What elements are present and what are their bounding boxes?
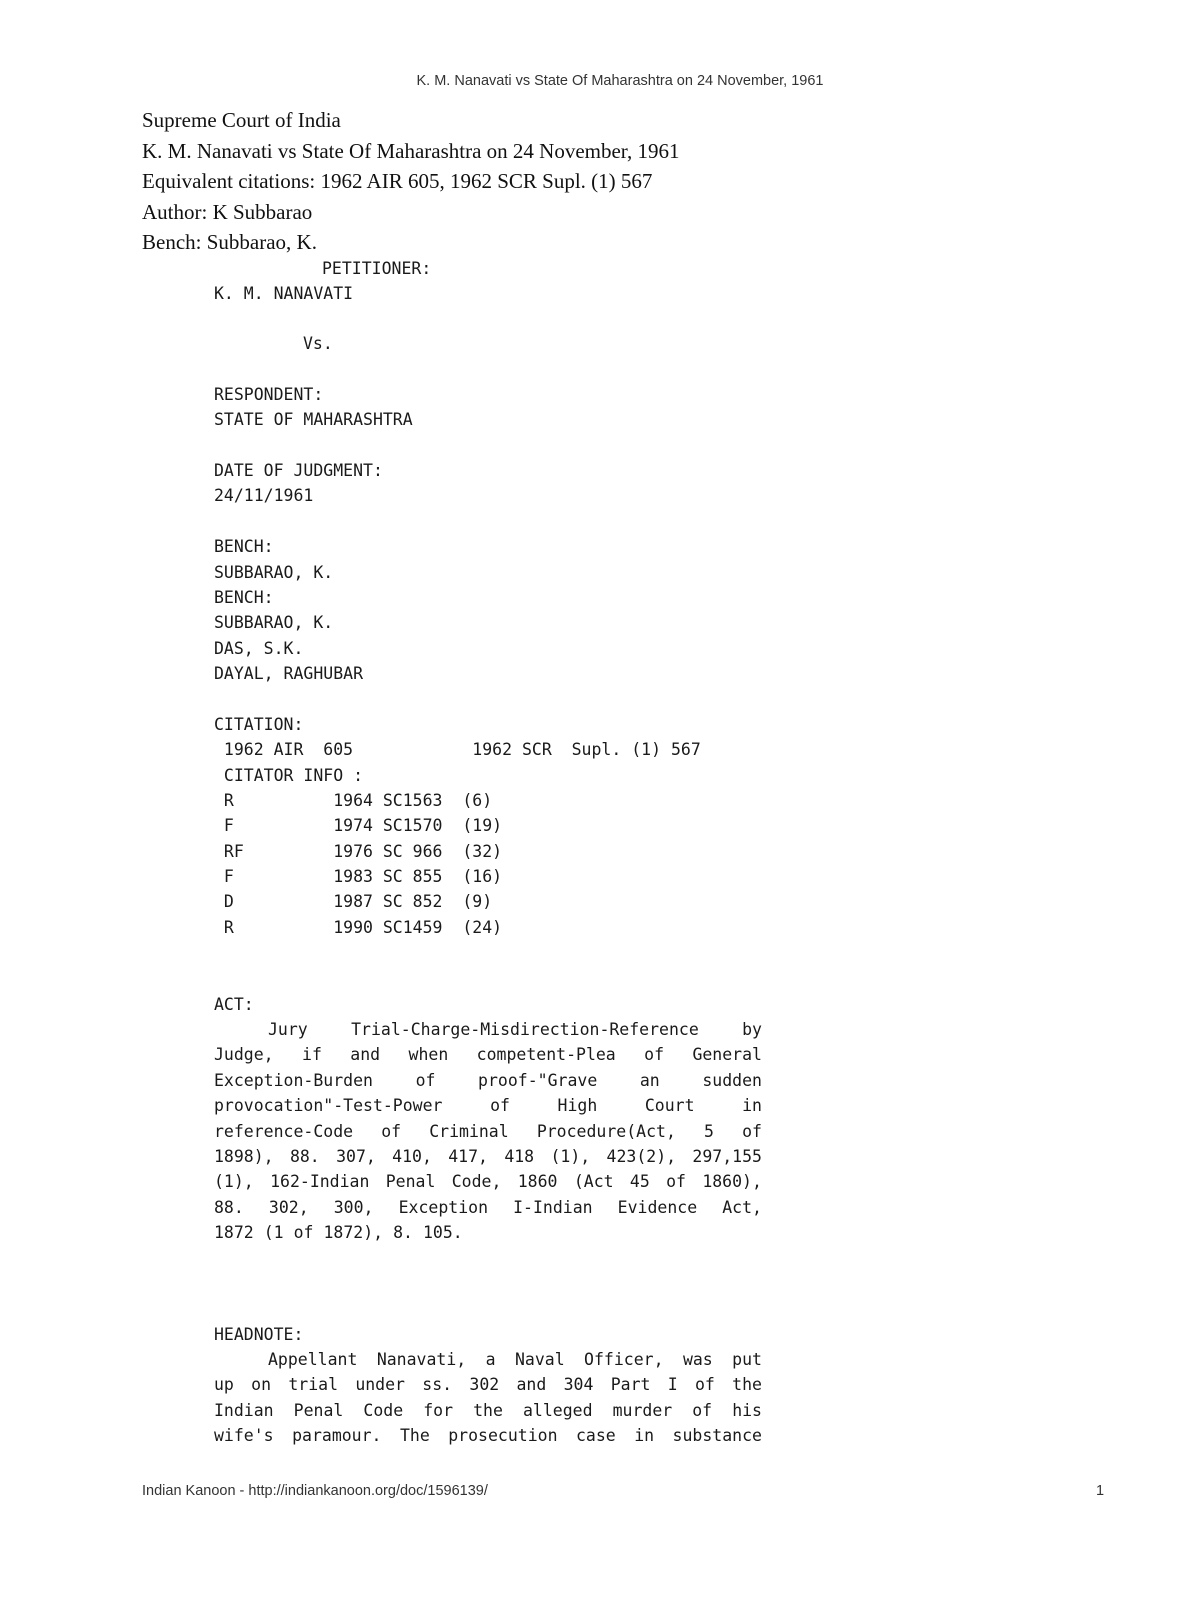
word: in <box>634 1426 655 1446</box>
word: Jury <box>268 1020 308 1039</box>
word: Evidence <box>617 1197 698 1217</box>
citator-row: F 1983 SC 855 (16) <box>214 867 503 886</box>
word: of <box>644 1045 665 1065</box>
act-text <box>214 1017 762 1246</box>
headnote-text <box>214 1347 762 1449</box>
word: 105. <box>422 1223 463 1243</box>
word: Naval <box>514 1350 565 1369</box>
word: 88. <box>214 1197 244 1217</box>
text-line <box>214 1423 762 1448</box>
word: competent-Plea <box>476 1045 616 1065</box>
word: prosecution <box>448 1426 558 1446</box>
word: 162-Indian <box>270 1172 370 1192</box>
word: 88. <box>289 1146 320 1166</box>
word: proof-"Grave <box>478 1070 598 1090</box>
word: put <box>732 1350 762 1369</box>
word: 418 <box>504 1146 535 1166</box>
word: Penal <box>293 1400 344 1420</box>
text-line <box>214 1398 762 1423</box>
word: substance <box>672 1426 762 1446</box>
word: I-Indian <box>513 1197 593 1217</box>
word: ss. <box>422 1375 453 1395</box>
word: Exception-Burden <box>214 1070 373 1090</box>
word: 1872), <box>323 1223 384 1243</box>
word: paramour. <box>292 1426 382 1446</box>
judgment-date-label: DATE OF JUDGMENT: <box>214 461 383 480</box>
page-number: 1 <box>1096 1483 1105 1499</box>
word: the <box>473 1400 503 1420</box>
word: wife's <box>214 1426 274 1446</box>
court-name: Supreme Court of India <box>142 108 341 132</box>
petitioner-label: PETITIONER: <box>322 259 432 278</box>
judgment-date-value: 24/11/1961 <box>214 486 314 505</box>
bench-label: BENCH: <box>214 588 274 607</box>
word: trial <box>288 1375 339 1395</box>
word: 8. <box>393 1223 413 1243</box>
word: when <box>408 1045 449 1065</box>
case-title: K. M. Nanavati vs State Of Maharashtra on 24 November, 1961 <box>142 138 680 163</box>
word: (1), <box>214 1172 254 1192</box>
word: 300, <box>333 1197 374 1217</box>
citator-row: RF 1976 SC 966 (32) <box>214 842 503 861</box>
word: Code <box>363 1400 404 1420</box>
word: an <box>639 1070 660 1090</box>
word: provocation"-Test-Power <box>214 1096 443 1116</box>
act-label: ACT: <box>214 995 254 1014</box>
word: of <box>415 1070 436 1090</box>
citator-info-label: CITATOR INFO : <box>214 766 364 785</box>
word: I <box>667 1375 678 1395</box>
bench-judge: DAS, S.K. <box>214 639 304 658</box>
word: Part <box>610 1375 651 1395</box>
word: 1860), <box>702 1172 762 1192</box>
word: case <box>575 1426 616 1446</box>
word: 45 <box>629 1172 650 1192</box>
word: up <box>214 1375 234 1395</box>
word: Procedure(Act, <box>536 1121 676 1141</box>
citator-row: R 1964 SC1563 (6) <box>214 791 493 810</box>
author-line: Author: K Subbarao <box>142 199 313 224</box>
word: 1872 <box>214 1223 254 1243</box>
citator-row: D 1987 SC 852 (9) <box>214 892 493 911</box>
word: General <box>692 1045 762 1065</box>
citation-label: CITATION: <box>214 715 304 734</box>
word: the <box>732 1375 762 1395</box>
bench-label: BENCH: <box>214 537 274 556</box>
bench-judge: SUBBARAO, K. <box>214 613 334 632</box>
text-line <box>214 1347 762 1372</box>
word: The <box>399 1426 430 1446</box>
word: Act, <box>722 1197 762 1217</box>
word: Criminal <box>429 1121 509 1141</box>
word: of <box>695 1375 715 1395</box>
word: Officer, <box>584 1350 664 1369</box>
citation-line: 1962 AIR 605 1962 SCR Supl. (1) 567 <box>214 740 701 759</box>
footer-source: Indian Kanoon - http://indiankanoon.org/doc/1596139/ <box>142 1483 488 1499</box>
document-meta <box>142 105 679 258</box>
text-line <box>214 1169 762 1194</box>
word: Nanavati, <box>376 1350 467 1369</box>
equivalent-citations: Equivalent citations: 1962 AIR 605, 1962 SCR Supl. (1) 567 <box>142 169 653 193</box>
word: was <box>682 1350 713 1369</box>
word: for <box>423 1400 454 1420</box>
word: of <box>490 1096 510 1116</box>
word: (1 <box>263 1223 284 1243</box>
word: of <box>692 1400 713 1420</box>
word: and <box>516 1375 547 1395</box>
word: 1860 <box>517 1172 558 1192</box>
citator-row: R 1990 SC1459 (24) <box>214 918 503 937</box>
word: High <box>557 1096 598 1116</box>
word: 1898), <box>214 1146 274 1166</box>
respondent-label: RESPONDENT: <box>214 385 324 404</box>
word: 5 <box>704 1121 714 1141</box>
word: 297,155 <box>692 1146 762 1166</box>
word: (1), <box>550 1146 591 1166</box>
word: if <box>302 1045 322 1065</box>
word: Indian <box>214 1400 274 1420</box>
word: 307, <box>336 1146 376 1166</box>
word: in <box>742 1096 762 1116</box>
word: Court <box>644 1096 695 1116</box>
word: Code, <box>451 1172 502 1192</box>
text-line <box>214 1220 762 1245</box>
bench-judge: SUBBARAO, K. <box>214 563 334 582</box>
word: of <box>666 1172 686 1192</box>
word: 302 <box>469 1375 500 1395</box>
word: Judge, <box>214 1045 274 1065</box>
word: of <box>381 1121 402 1141</box>
word: Trial-Charge-Misdirection-Reference <box>351 1020 699 1039</box>
word: of <box>742 1121 762 1141</box>
text-line <box>214 1144 762 1169</box>
word: of <box>293 1223 314 1243</box>
word: on <box>251 1375 272 1395</box>
word: by <box>742 1020 762 1039</box>
word: sudden <box>702 1070 762 1090</box>
text-line <box>214 1119 762 1144</box>
word: 410, <box>392 1146 432 1166</box>
citator-row: F 1974 SC1570 (19) <box>214 816 503 835</box>
text-line <box>214 1068 762 1093</box>
word: under <box>355 1375 405 1395</box>
running-header: K. M. Nanavati vs State Of Maharashtra on 24 November, 1961 <box>416 73 824 89</box>
word: murder <box>612 1400 673 1420</box>
versus-text: Vs. <box>303 334 333 353</box>
bench-line: Bench: Subbarao, K. <box>142 230 317 254</box>
word: alleged <box>522 1400 593 1420</box>
text-line <box>214 1093 762 1118</box>
word: reference-Code <box>214 1121 354 1141</box>
text-line <box>214 1042 762 1067</box>
word: 417, <box>448 1146 488 1166</box>
text-line <box>214 1195 762 1220</box>
bench-judge: DAYAL, RAGHUBAR <box>214 664 364 683</box>
word: Exception <box>398 1197 488 1217</box>
word: (Act <box>573 1172 614 1192</box>
headnote-label: HEADNOTE: <box>214 1325 304 1344</box>
text-line <box>214 1017 762 1042</box>
word: his <box>732 1400 762 1420</box>
word: 423(2), <box>606 1146 677 1166</box>
petitioner-name: K. M. NANAVATI <box>214 284 354 303</box>
word: a <box>485 1350 496 1369</box>
respondent-name: STATE OF MAHARASHTRA <box>214 410 413 429</box>
word: Appellant <box>268 1350 358 1369</box>
word: 304 <box>563 1375 594 1395</box>
word: and <box>350 1045 381 1065</box>
text-line <box>214 1372 762 1397</box>
word: 302, <box>268 1197 309 1217</box>
word: Penal <box>385 1172 436 1192</box>
